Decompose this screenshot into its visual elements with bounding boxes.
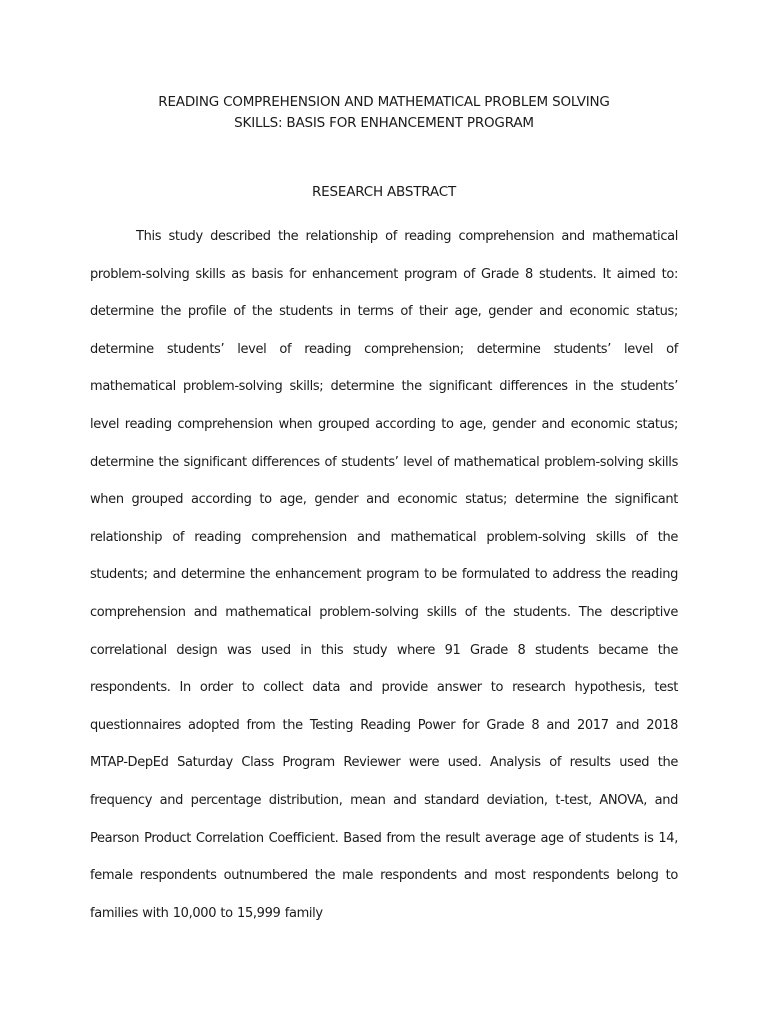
document-title [90,92,678,134]
abstract-paragraph: This study described the relationship of reading comprehension and mathematical problem-solving skills as basis for enhancement program of Grade 8 students. It aimed to: determine the profile of the students in terms of their age, gender and economic status; determine students’ level of reading comprehension; determine students’ level of mathematical problem-solving skills; determine the significant differences in the students’ level reading comprehension when grouped according to age, gender and economic status; determine the significant differences of students’ level of mathematical problem-solving skills when grouped according to age, gender and economic status; determine the significant relationship of reading comprehension and mathematical problem-solving skills of the students; and determine the enhancement program to be formulated to address the reading comprehension and mathematical problem-solving skills of the students. The descriptive correlational design was used in this study where 91 Grade 8 students became the respondents. In order to collect data and provide answer to research hypothesis, test questionnaires adopted from the Testing Reading Power for Grade 8 and 2017 and 2018 MTAP-DepEd Saturday Class Program Reviewer were used. Analysis of results used the frequency and percentage distribution, mean and standard deviation, t-test, ANOVA, and Pearson Product Correlation Coefficient. Based from the result average age of students is 14, female respondents outnumbered the male respondents and most respondents belong to families with 10,000 to 15,999 family [90,229,678,921]
title-line-1: READING COMPREHENSION AND MATHEMATICAL PROBLEM SOLVING [158,94,610,110]
title-line-2: SKILLS: BASIS FOR ENHANCEMENT PROGRAM [234,115,534,131]
section-heading: RESEARCH ABSTRACT [312,184,456,200]
